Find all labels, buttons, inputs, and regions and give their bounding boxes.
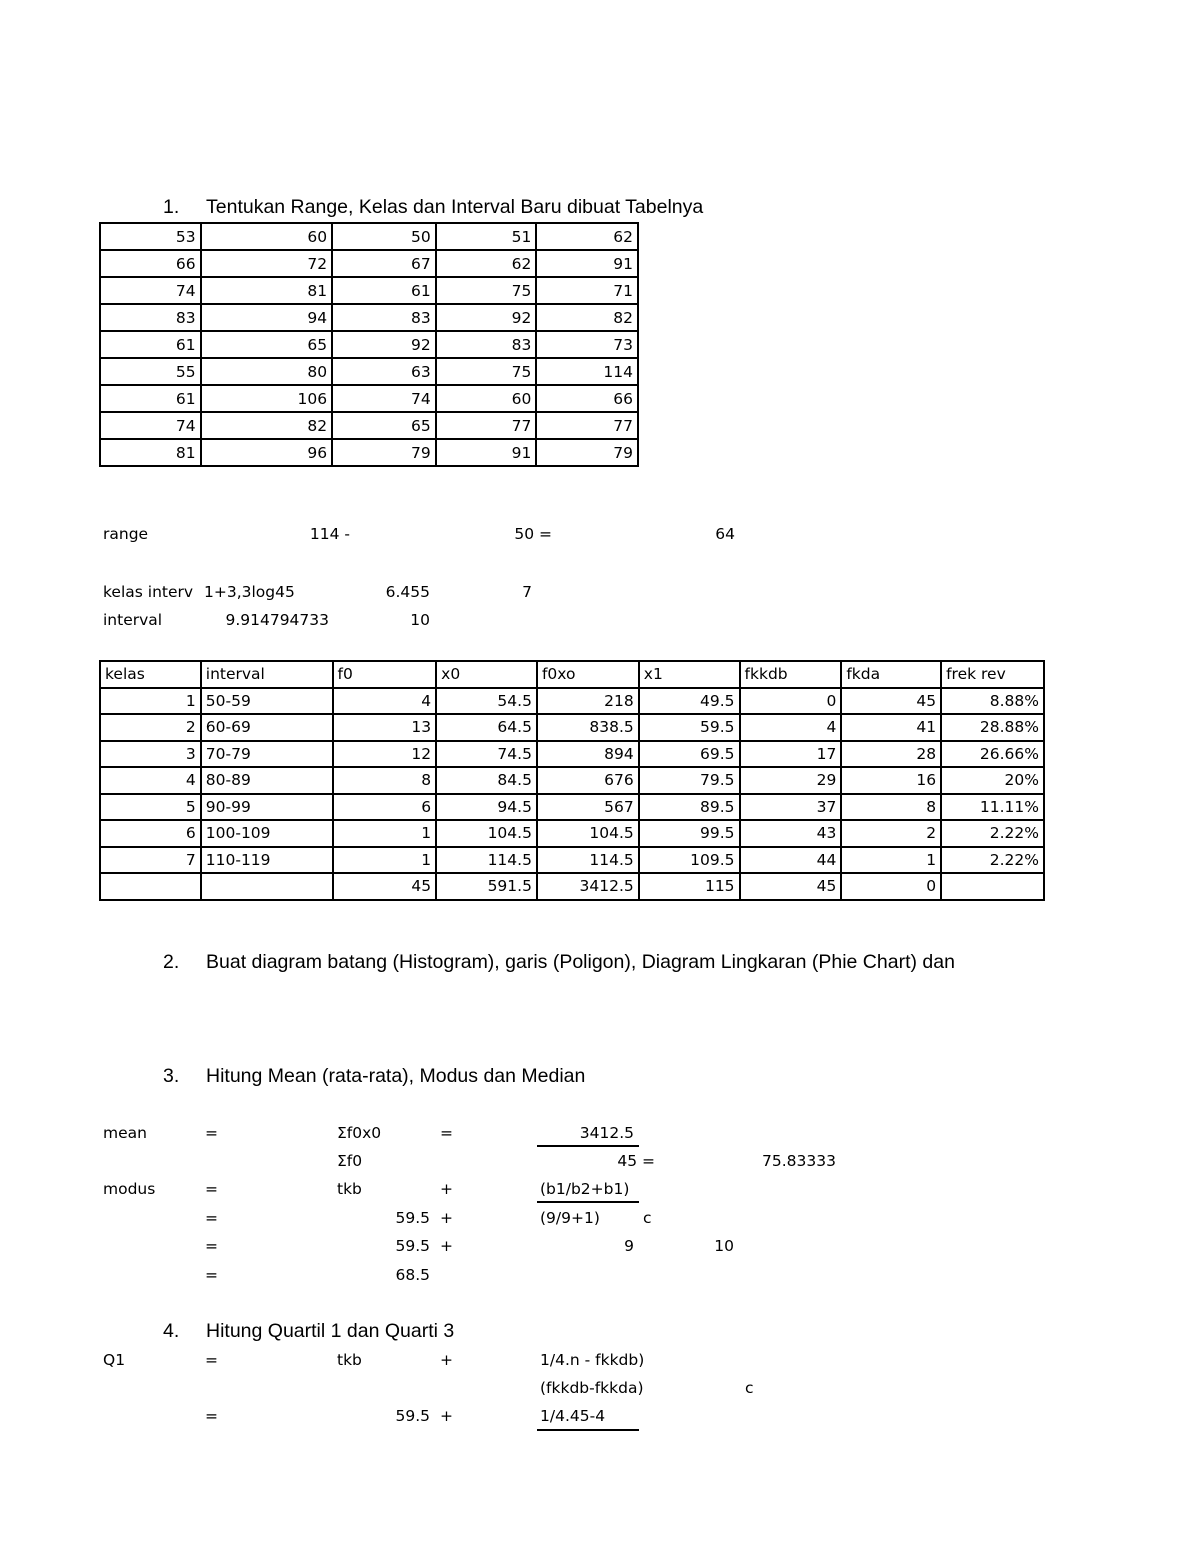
table-cell: 4 [333,688,437,715]
modus-eq: = [205,1266,218,1284]
table-cell: 1 [333,820,437,847]
total-cell: 45 [740,873,842,900]
total-cell: 0 [841,873,941,900]
table-cell: 114 [536,358,638,385]
table-cell: 8 [841,794,941,821]
table-cell: 79 [332,439,436,466]
table-cell: 100-109 [201,820,333,847]
table-cell: 6 [100,820,201,847]
table-cell: 49.5 [639,688,740,715]
range-label: range [103,525,149,543]
table-cell: 83 [100,304,201,331]
table-cell: 92 [332,331,436,358]
table-header-row [100,661,1044,688]
table-row [100,412,638,439]
table-row [100,385,638,412]
column-header: frek rev [941,661,1044,688]
q1-numerator: 1/4.n - fkkdb) [540,1351,645,1369]
table-cell: 109.5 [639,847,740,874]
table-cell: 67 [332,250,436,277]
table-row [100,358,638,385]
modus-substitution: (9/9+1) [540,1209,600,1227]
modus-label: modus [103,1180,156,1198]
mean-denominator-value: 45 = [617,1152,655,1170]
table-cell: 69.5 [639,741,740,768]
mean-eq: = [205,1124,218,1142]
table-cell: 13 [333,714,437,741]
table-cell: 29 [740,767,842,794]
table-cell: 77 [436,412,537,439]
raw-data-table [99,222,639,467]
modus-c: c [643,1209,652,1227]
table-cell: 89.5 [639,794,740,821]
mean-numerator-symbol: Σf0x0 [337,1124,382,1142]
table-row [100,439,638,466]
table-cell: 61 [100,331,201,358]
table-cell: 7 [100,847,201,874]
table-row [100,767,1044,794]
table-cell: 81 [100,439,201,466]
range-max: 114 - [309,525,350,543]
modus-eq: = [205,1209,218,1227]
table-cell: 8 [333,767,437,794]
table-cell: 65 [332,412,436,439]
column-header: interval [201,661,333,688]
table-cell: 82 [536,304,638,331]
table-cell: 83 [436,331,537,358]
table-cell: 59.5 [639,714,740,741]
modus-eq: = [205,1180,218,1198]
table-cell: 75 [436,358,537,385]
table-cell: 50 [332,223,436,250]
table-cell: 79.5 [639,767,740,794]
table-cell: 60-69 [201,714,333,741]
table-cell: 91 [536,250,638,277]
table-cell: 99.5 [639,820,740,847]
kelas-formula: 1+3,3log45 [204,583,295,601]
q1-value: 59.5 [395,1407,430,1425]
table-cell: 2.22% [941,847,1044,874]
totals-row [100,873,1044,900]
table-cell: 94.5 [436,794,537,821]
modus-fraction-value: 9 [624,1237,634,1255]
heading-text: Tentukan Range, Kelas dan Interval Baru dibuat Tabelnya [206,196,704,218]
table-cell: 17 [740,741,842,768]
table-row [100,688,1044,715]
modus-formula: (b1/b2+b1) [540,1180,630,1198]
table-cell: 62 [436,250,537,277]
table-cell: 60 [436,385,537,412]
mean-result: 75.83333 [762,1152,836,1170]
table-cell: 61 [100,385,201,412]
table-cell: 2.22% [941,820,1044,847]
table-cell: 63 [332,358,436,385]
q1-eq: = [205,1407,218,1425]
column-header: kelas [100,661,201,688]
kelas-label: kelas interv [103,583,194,601]
table-cell: 61 [332,277,436,304]
table-row [100,741,1044,768]
table-row [100,277,638,304]
table-cell: 1 [100,688,201,715]
heading-text: Hitung Quartil 1 dan Quarti 3 [206,1320,455,1342]
mean-eq-2: = [440,1124,453,1142]
interval-rounded: 10 [410,611,430,629]
table-row [100,820,1044,847]
table-cell: 104.5 [436,820,537,847]
table-row [100,847,1044,874]
table-cell: 80 [201,358,333,385]
table-cell: 91 [436,439,537,466]
modus-plus: + [440,1209,453,1227]
table-cell: 77 [536,412,638,439]
table-cell: 110-119 [201,847,333,874]
table-cell: 3 [100,741,201,768]
total-cell [201,873,333,900]
total-cell [100,873,201,900]
table-cell: 114.5 [537,847,639,874]
table-cell: 37 [740,794,842,821]
table-cell: 106 [201,385,333,412]
q1-label: Q1 [103,1351,126,1369]
table-cell: 8.88% [941,688,1044,715]
heading-number: 1. [163,196,180,218]
table-cell: 2 [841,820,941,847]
table-cell: 53 [100,223,201,250]
table-cell: 82 [201,412,333,439]
table-row [100,223,638,250]
table-cell: 838.5 [537,714,639,741]
modus-value: 59.5 [395,1209,430,1227]
table-cell: 43 [740,820,842,847]
modus-interval: 10 [714,1237,734,1255]
table-cell: 84.5 [436,767,537,794]
table-cell: 71 [536,277,638,304]
table-cell: 104.5 [537,820,639,847]
table-cell: 12 [333,741,437,768]
mean-numerator-value: 3412.5 [579,1124,634,1142]
table-cell: 4 [100,767,201,794]
heading-text: Hitung Mean (rata-rata), Modus dan Median [206,1065,586,1087]
table-cell: 66 [536,385,638,412]
heading-number: 2. [163,951,180,973]
table-cell: 73 [536,331,638,358]
table-cell: 676 [537,767,639,794]
table-cell: 1 [841,847,941,874]
table-row [100,331,638,358]
table-cell: 74 [332,385,436,412]
q1-plus: + [440,1351,453,1369]
table-row [100,250,638,277]
table-cell: 114.5 [436,847,537,874]
column-header: f0 [333,661,437,688]
table-row [100,714,1044,741]
range-result: 64 [715,525,735,543]
column-header: f0xo [537,661,639,688]
kelas-value: 6.455 [385,583,430,601]
heading-number: 3. [163,1065,180,1087]
q1-c: c [745,1379,754,1397]
table-cell: 50-59 [201,688,333,715]
table-cell: 70-79 [201,741,333,768]
total-cell: 3412.5 [537,873,639,900]
column-header: x0 [436,661,537,688]
kelas-rounded: 7 [522,583,532,601]
range-min: 50 = [514,525,552,543]
table-cell: 28 [841,741,941,768]
table-cell: 11.11% [941,794,1044,821]
table-cell: 6 [333,794,437,821]
total-cell: 591.5 [436,873,537,900]
table-cell: 66 [100,250,201,277]
q1-eq: = [205,1351,218,1369]
total-cell: 115 [639,873,740,900]
table-cell: 26.66% [941,741,1044,768]
table-cell: 16 [841,767,941,794]
table-cell: 72 [201,250,333,277]
interval-value: 9.914794733 [225,611,329,629]
modus-result: 68.5 [395,1266,430,1284]
table-row [100,794,1044,821]
table-cell: 92 [436,304,537,331]
table-row [100,304,638,331]
total-cell [941,873,1044,900]
table-cell: 94 [201,304,333,331]
mean-label: mean [103,1124,147,1142]
mean-denominator-symbol: Σf0 [337,1152,363,1170]
table-cell: 90-99 [201,794,333,821]
heading-number: 4. [163,1320,180,1342]
q1-plus: + [440,1407,453,1425]
column-header: fkda [841,661,941,688]
fraction-line [537,1145,639,1147]
table-cell: 567 [537,794,639,821]
table-cell: 60 [201,223,333,250]
table-cell: 51 [436,223,537,250]
table-cell: 44 [740,847,842,874]
heading-text: Buat diagram batang (Histogram), garis (Poligon), Diagram Lingkaran (Phie Chart) dan [206,951,955,973]
table-cell: 1 [333,847,437,874]
table-cell: 75 [436,277,537,304]
table-cell: 0 [740,688,842,715]
table-cell: 74 [100,277,201,304]
table-cell: 28.88% [941,714,1044,741]
table-cell: 79 [536,439,638,466]
modus-plus: + [440,1237,453,1255]
table-cell: 4 [740,714,842,741]
table-cell: 55 [100,358,201,385]
table-cell: 20% [941,767,1044,794]
table-cell: 81 [201,277,333,304]
fraction-line [537,1429,639,1431]
column-header: x1 [639,661,740,688]
modus-eq: = [205,1237,218,1255]
table-cell: 65 [201,331,333,358]
fraction-line [537,1201,639,1203]
total-cell: 45 [333,873,437,900]
table-cell: 74.5 [436,741,537,768]
q1-denominator: (fkkdb-fkkda) [540,1379,644,1397]
table-cell: 74 [100,412,201,439]
table-cell: 80-89 [201,767,333,794]
q1-substitution: 1/4.45-4 [540,1407,606,1425]
table-cell: 41 [841,714,941,741]
modus-tkb: tkb [337,1180,362,1198]
q1-tkb: tkb [337,1351,362,1369]
table-cell: 45 [841,688,941,715]
table-cell: 64.5 [436,714,537,741]
table-cell: 54.5 [436,688,537,715]
column-header: fkkdb [740,661,842,688]
modus-plus: + [440,1180,453,1198]
table-cell: 218 [537,688,639,715]
table-cell: 894 [537,741,639,768]
modus-value: 59.5 [395,1237,430,1255]
table-cell: 83 [332,304,436,331]
table-cell: 5 [100,794,201,821]
table-cell: 2 [100,714,201,741]
table-cell: 62 [536,223,638,250]
interval-label: interval [103,611,163,629]
table-cell: 96 [201,439,333,466]
frequency-table [99,660,1045,901]
